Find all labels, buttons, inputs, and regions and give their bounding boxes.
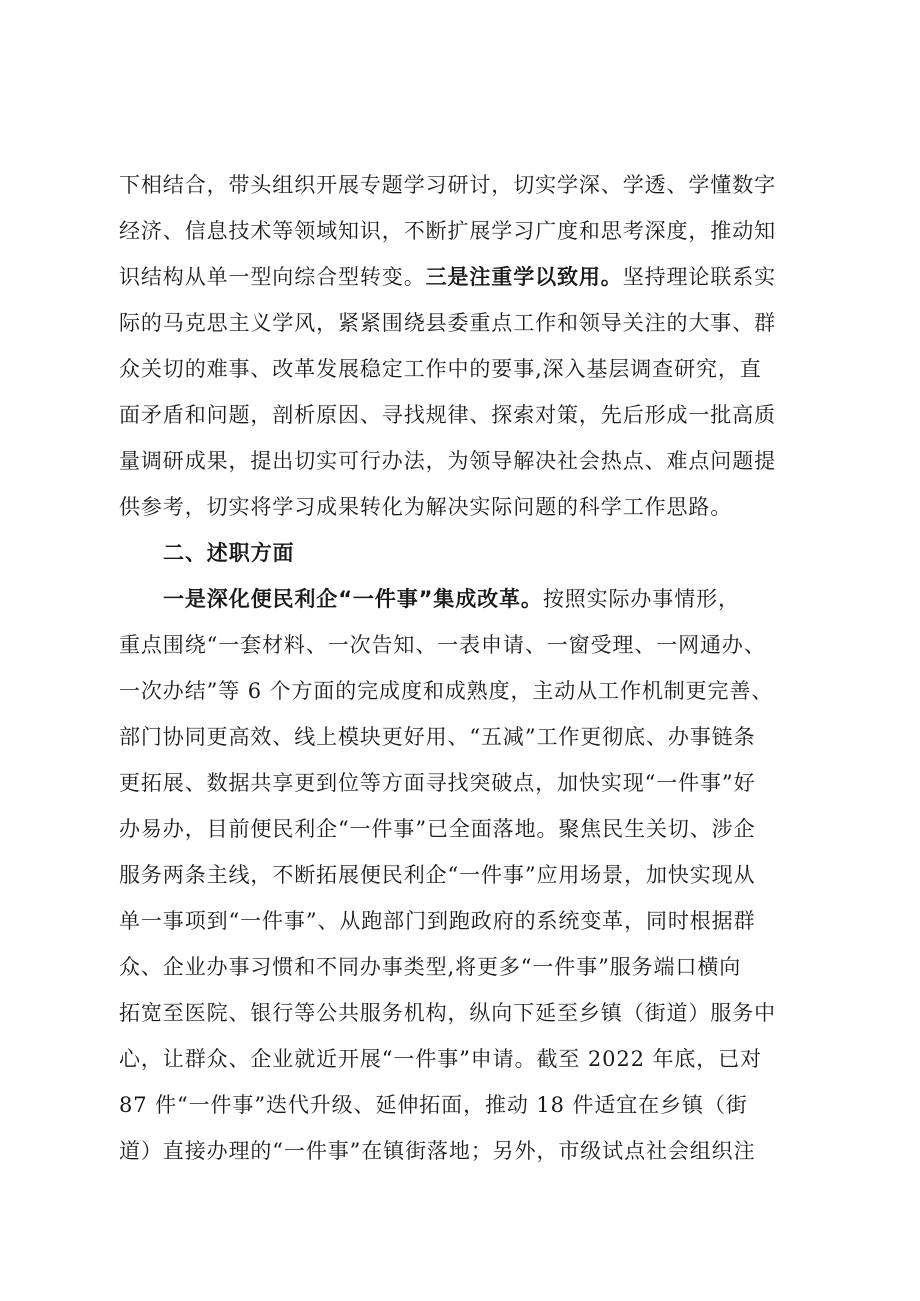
paragraph-line: 供参考，切实将学习成果转化为解决实际问题的科学工作思路。	[119, 495, 733, 519]
paragraph-line: 心，让群众、企业就近开展“一件事”申请。截至 2022 年底，已对	[119, 1047, 762, 1071]
paragraph-line: 一次办结”等 6 个方面的完成度和成熟度，主动从工作机制更完善、	[119, 679, 774, 703]
paragraph-line: 经济、信息技术等领域知识，不断扩展学习广度和思考深度，推动知	[119, 219, 776, 243]
paragraph-line	[119, 254, 809, 300]
section-heading: 二、述职方面	[163, 541, 295, 565]
paragraph-line: 拓宽至医院、银行等公共服务机构，纵向下延至乡镇（街道）服务中	[119, 1001, 776, 1025]
paragraph-line: 87 件“一件事”迭代升级、延伸拓面，推动 18 件适宜在乡镇（街	[119, 1093, 748, 1117]
line-text: 坚持理论联系实	[622, 265, 777, 289]
paragraph-line: 服务两条主线，不断拓展便民利企“一件事”应用场景，加快实现从	[119, 863, 756, 887]
paragraph-line: 众、企业办事习惯和不同办事类型,将更多“一件事”服务端口横向	[119, 955, 742, 979]
paragraph-line: 部门协同更高效、线上模块更好用、“五减”工作更彻底、办事链条	[119, 725, 756, 749]
paragraph-line: 际的马克思主义学风，紧紧围绕县委重点工作和领导关注的大事、群	[119, 311, 776, 335]
line-text: 按照实际办事情形，	[542, 587, 740, 611]
paragraph-line: 更拓展、数据共享更到位等方面寻找突破点，加快实现“一件事”好	[119, 771, 756, 795]
line-text: 识结构从单一型向综合型转变。	[119, 265, 426, 289]
paragraph-line: 道）直接办理的“一件事”在镇街落地；另外，市级试点社会组织注	[119, 1139, 756, 1163]
paragraph-line: 下相结合，带头组织开展专题学习研讨，切实学深、学透、学懂数字	[119, 173, 776, 197]
document-body	[119, 162, 809, 1174]
paragraph-line: 众关切的难事、改革发展稳定工作中的要事,深入基层调查研究，直	[119, 357, 762, 381]
paragraph-line: 面矛盾和问题，剖析原因、寻找规律、探索对策，先后形成一批高质	[119, 403, 776, 427]
paragraph-line: 单一事项到“一件事”、从跑部门到跑政府的系统变革，同时根据群	[119, 909, 756, 933]
bold-lead-sentence: 一是深化便民利企“一件事”集成改革。	[163, 587, 543, 611]
paragraph-line	[119, 576, 809, 622]
paragraph-line: 办易办，目前便民利企“一件事”已全面落地。聚焦民生关切、涉企	[119, 817, 756, 841]
bold-lead-sentence: 三是注重学以致用。	[425, 265, 623, 289]
paragraph-line: 量调研成果，提出切实可行办法，为领导解决社会热点、难点问题提	[119, 449, 776, 473]
paragraph-line: 重点围绕“一套材料、一次告知、一表申请、一窗受理、一网通办、	[119, 633, 766, 657]
